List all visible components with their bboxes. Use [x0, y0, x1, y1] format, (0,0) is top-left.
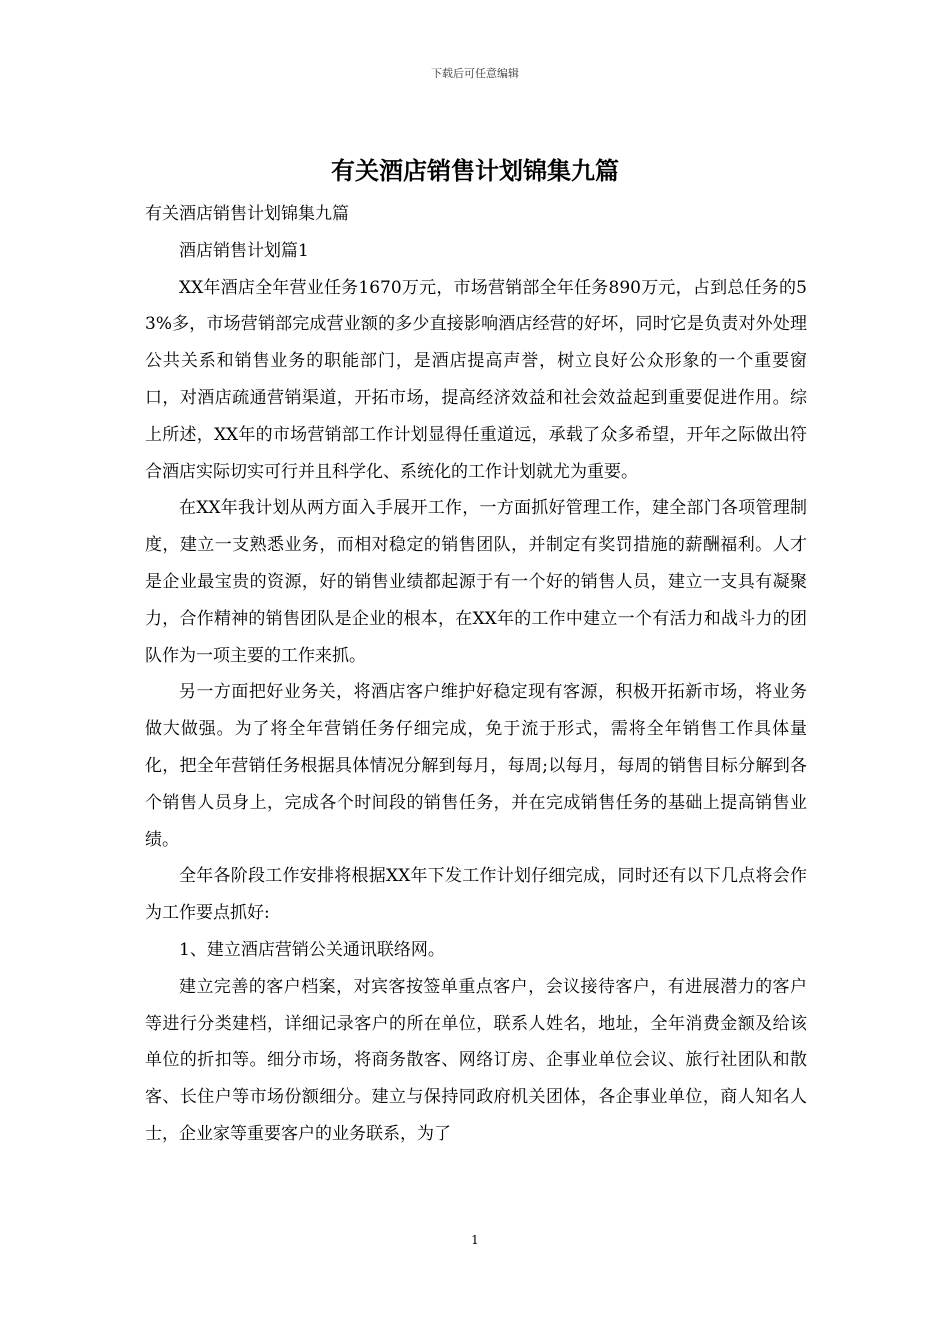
document-body [145, 196, 807, 1153]
paragraph-subtitle: 有关酒店销售计划锦集九篇 [145, 204, 349, 224]
paragraph: 建立完善的客户档案，对宾客按签单重点客户，会议接待客户，有进展潜力的客户等进行分类建档，详细记录客户的所在单位，联系人姓名，地址，全年消费金额及给该单位的折扣等。细分市场，将商务散客、网络订房、企事业单位会议、旅行社团队和散客、长住户等市场份额细分。建立与保持同政府机关团体，各企事业单位，商人知名人士，企业家等重要客户的业务联系，为了 [145, 976, 807, 1144]
paragraph: 在XX年我计划从两方面入手展开工作，一方面抓好管理工作，建全部门各项管理制度，建立一支熟悉业务，而相对稳定的销售团队，并制定有奖罚措施的薪酬福利。人才是企业最宝贵的资源，好的销售业绩都起源于有一个好的销售人员，建立一支具有凝聚力，合作精神的销售团队是企业的根本，在XX年的工作中建立一个有活力和战斗力的团队作为一项主要的工作来抓。 [145, 498, 807, 666]
paragraph: 全年各阶段工作安排将根据XX年下发工作计划仔细完成，同时还有以下几点将会作为工作要点抓好: [145, 866, 807, 924]
page-number: 1 [471, 1233, 479, 1247]
document-title: 有关酒店销售计划锦集九篇 [331, 156, 619, 185]
paragraph-section-heading: 酒店销售计划篇1 [179, 240, 309, 261]
header-note: 下载后可任意编辑 [431, 67, 519, 80]
paragraph: 另一方面把好业务关，将酒店客户维护好稳定现有客源，积极开拓新市场，将业务做大做强。为了将全年营销任务仔细完成，免于流于形式，需将全年销售工作具体量化，把全年营销任务根据具体情况分解到每月，每周;以每月，每周的销售目标分解到各个销售人员身上，完成各个时间段的销售任务，并在完成销售任务的基础上提高销售业绩。 [145, 682, 807, 850]
paragraph: XX年酒店全年营业任务1670万元，市场营销部全年任务890万元，占到总任务的53%多，市场营销部完成营业额的多少直接影响酒店经营的好坏，同时它是负责对外处理公共关系和销售业务的职能部门，是酒店提高声誉，树立良好公众形象的一个重要窗口，对酒店疏通营销渠道，开拓市场，提高经济效益和社会效益起到重要促进作用。综上所述，XX年的市场营销部工作计划显得任重道远，承载了众多希望，开年之际做出符合酒店实际切实可行并且科学化、系统化的工作计划就尤为重要。 [145, 277, 807, 482]
paragraph-list-item: 1、建立酒店营销公关通讯联络网。 [179, 939, 445, 960]
